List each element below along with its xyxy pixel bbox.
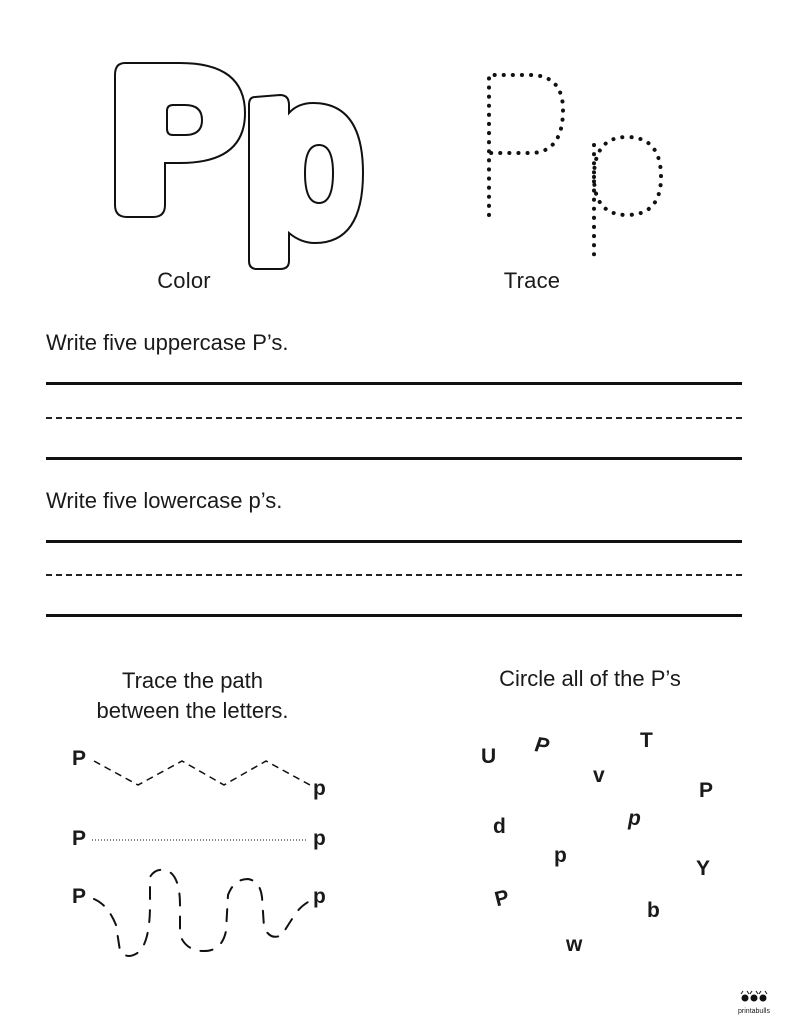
path-row2-start: P — [72, 827, 87, 850]
path-title — [60, 666, 325, 726]
path-row3-start: P — [72, 885, 87, 908]
write-lowercase-prompt: Write five lowercase p’s. — [46, 488, 283, 513]
color-label: Color — [157, 268, 211, 293]
logo-text: printabulls — [738, 1008, 770, 1015]
scatter-letter-b: b — [647, 899, 660, 922]
path-row1-end: p — [313, 777, 326, 800]
scatter-letter-d: d — [493, 815, 506, 838]
dotted-uppercase-p — [489, 75, 563, 215]
mid-line-lower — [46, 574, 742, 576]
scatter-letter-w: w — [566, 933, 583, 956]
outline-uppercase-p-hole — [167, 105, 202, 135]
outline-uppercase-p — [115, 63, 245, 217]
base-line-upper — [46, 457, 742, 460]
path-row2-end: p — [313, 827, 326, 850]
write-uppercase-prompt: Write five uppercase P’s. — [46, 330, 289, 355]
scatter-letter-p: p — [628, 807, 641, 830]
bull-icon — [739, 991, 769, 1003]
scatter-letter-p: P — [533, 733, 551, 758]
outline-lowercase-p-hole — [305, 145, 333, 203]
top-line-upper — [46, 382, 742, 385]
scatter-letter-u: U — [481, 745, 497, 768]
scatter-letter-t: T — [640, 729, 653, 752]
path-row1-start: P — [72, 747, 87, 770]
straight-dotted-path[interactable] — [90, 835, 310, 845]
printabulls-logo — [732, 990, 776, 1016]
path-row3-end: p — [313, 885, 326, 908]
wave-path[interactable] — [88, 865, 328, 965]
color-letters-graphic — [105, 55, 365, 285]
zigzag-path[interactable] — [90, 755, 330, 795]
path-title-line2: between the letters. — [96, 698, 289, 723]
path-title-line1: Trace the path — [121, 668, 264, 693]
trace-letters-graphic — [475, 65, 675, 265]
scatter-letter-y: Y — [696, 857, 711, 880]
base-line-lower — [46, 614, 742, 617]
scatter-letter-p: P — [492, 885, 512, 912]
circle-title: Circle all of the P’s — [499, 666, 681, 691]
scatter-letter-p: P — [699, 779, 714, 802]
trace-label: Trace — [503, 268, 561, 293]
scatter-letter-v: v — [593, 764, 605, 787]
dotted-lowercase-p-bowl — [594, 137, 661, 215]
scatter-letter-p: p — [554, 844, 567, 867]
top-line-lower — [46, 540, 742, 543]
mid-line-upper — [46, 417, 742, 419]
